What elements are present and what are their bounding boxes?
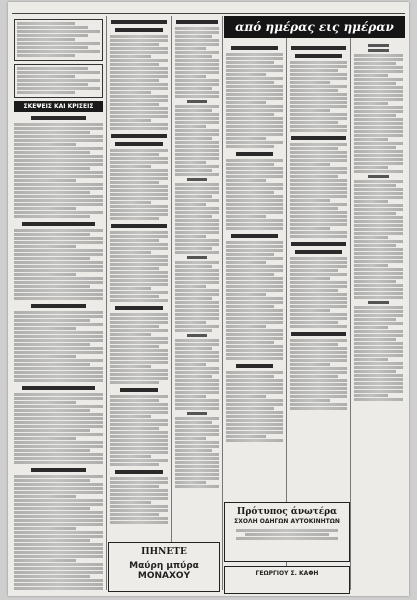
column-6 bbox=[352, 42, 405, 590]
section-subhead bbox=[368, 49, 389, 52]
article-body bbox=[14, 229, 103, 300]
ad-title: ΠΗΝΕΤΕ bbox=[141, 547, 187, 557]
article-headline bbox=[31, 468, 87, 472]
section-subhead bbox=[187, 256, 206, 259]
article-body bbox=[290, 61, 347, 132]
article-headline bbox=[111, 224, 167, 228]
column-divider bbox=[350, 16, 351, 590]
article-body bbox=[290, 339, 347, 410]
article-body bbox=[14, 311, 103, 382]
section-subhead bbox=[368, 175, 389, 178]
contents-box bbox=[14, 64, 103, 98]
article-body bbox=[110, 35, 168, 130]
newspaper-page bbox=[8, 2, 409, 596]
column-banner: ΣΚΕΨΕΙΣ ΚΑΙ ΚΡΙΣΕΙΣ bbox=[14, 101, 103, 112]
article-body bbox=[226, 53, 283, 148]
article-headline bbox=[31, 116, 87, 120]
article-headline bbox=[231, 46, 279, 50]
section-subhead bbox=[187, 100, 206, 103]
article-headline bbox=[291, 332, 346, 336]
article-headline bbox=[115, 470, 163, 474]
section-masthead: από ημέρας εις ημέραν bbox=[224, 16, 405, 38]
small-advertisement bbox=[224, 566, 350, 594]
article-headline bbox=[115, 306, 163, 310]
article-body bbox=[175, 27, 219, 98]
ad-body bbox=[227, 529, 347, 540]
article-body bbox=[354, 180, 403, 299]
column-3 bbox=[173, 16, 221, 590]
article-headline bbox=[115, 142, 163, 146]
column-2 bbox=[108, 16, 170, 590]
article-body bbox=[175, 183, 219, 254]
header-rule bbox=[12, 13, 405, 14]
article-headline bbox=[295, 250, 343, 254]
article-headline bbox=[111, 134, 167, 138]
ad-subtitle: Μαύρη μπύρα ΜΟΝΑΧΟΥ bbox=[129, 561, 199, 581]
ad-subtitle: ΣΧΟΛΗ ΟΔΗΓΩΝ ΑΥΤΟΚΙΝΗΤΩΝ bbox=[234, 518, 340, 525]
article-body bbox=[354, 54, 403, 173]
section-subhead bbox=[368, 44, 389, 47]
article-headline bbox=[236, 152, 273, 156]
section-subhead bbox=[368, 301, 389, 304]
article-body bbox=[14, 475, 103, 590]
ad-title: ΓΕΩΡΓΙΟΥ Σ. ΚΑΦΗ bbox=[255, 570, 319, 577]
article-body bbox=[110, 313, 168, 384]
column-divider bbox=[106, 16, 107, 590]
article-body bbox=[226, 241, 283, 360]
article-body bbox=[290, 257, 347, 328]
article-headline bbox=[176, 20, 218, 24]
article-headline bbox=[231, 234, 279, 238]
column-1 bbox=[12, 16, 105, 590]
column-divider bbox=[222, 16, 223, 590]
article-body bbox=[110, 149, 168, 220]
article-headline bbox=[236, 364, 273, 368]
article-headline bbox=[295, 54, 343, 58]
article-body bbox=[175, 105, 219, 176]
section-subhead bbox=[187, 178, 206, 181]
article-headline bbox=[22, 222, 95, 226]
article-headline bbox=[120, 388, 157, 392]
driving-school-advertisement bbox=[224, 502, 350, 562]
article-body bbox=[226, 371, 283, 442]
contents-box bbox=[14, 19, 103, 61]
article-body bbox=[110, 395, 168, 466]
article-headline bbox=[22, 386, 95, 390]
article-body bbox=[175, 417, 219, 488]
article-headline bbox=[115, 28, 163, 32]
page-header-line bbox=[12, 6, 405, 12]
article-body bbox=[110, 477, 168, 524]
article-headline bbox=[291, 242, 346, 246]
article-headline bbox=[291, 46, 346, 50]
article-headline bbox=[31, 304, 87, 308]
column-divider bbox=[171, 16, 172, 590]
article-headline bbox=[111, 20, 167, 24]
beer-advertisement bbox=[108, 542, 220, 592]
section-subhead bbox=[187, 412, 206, 415]
article-body bbox=[175, 339, 219, 410]
ad-title: Πρότυπος άνωτέρα bbox=[236, 507, 338, 517]
article-body bbox=[290, 143, 347, 238]
article-body bbox=[226, 159, 283, 230]
article-body bbox=[14, 123, 103, 218]
article-body bbox=[14, 393, 103, 464]
article-body bbox=[175, 261, 219, 332]
section-subhead bbox=[187, 334, 206, 337]
article-headline bbox=[291, 136, 346, 140]
article-body bbox=[110, 231, 168, 302]
article-body bbox=[354, 306, 403, 401]
